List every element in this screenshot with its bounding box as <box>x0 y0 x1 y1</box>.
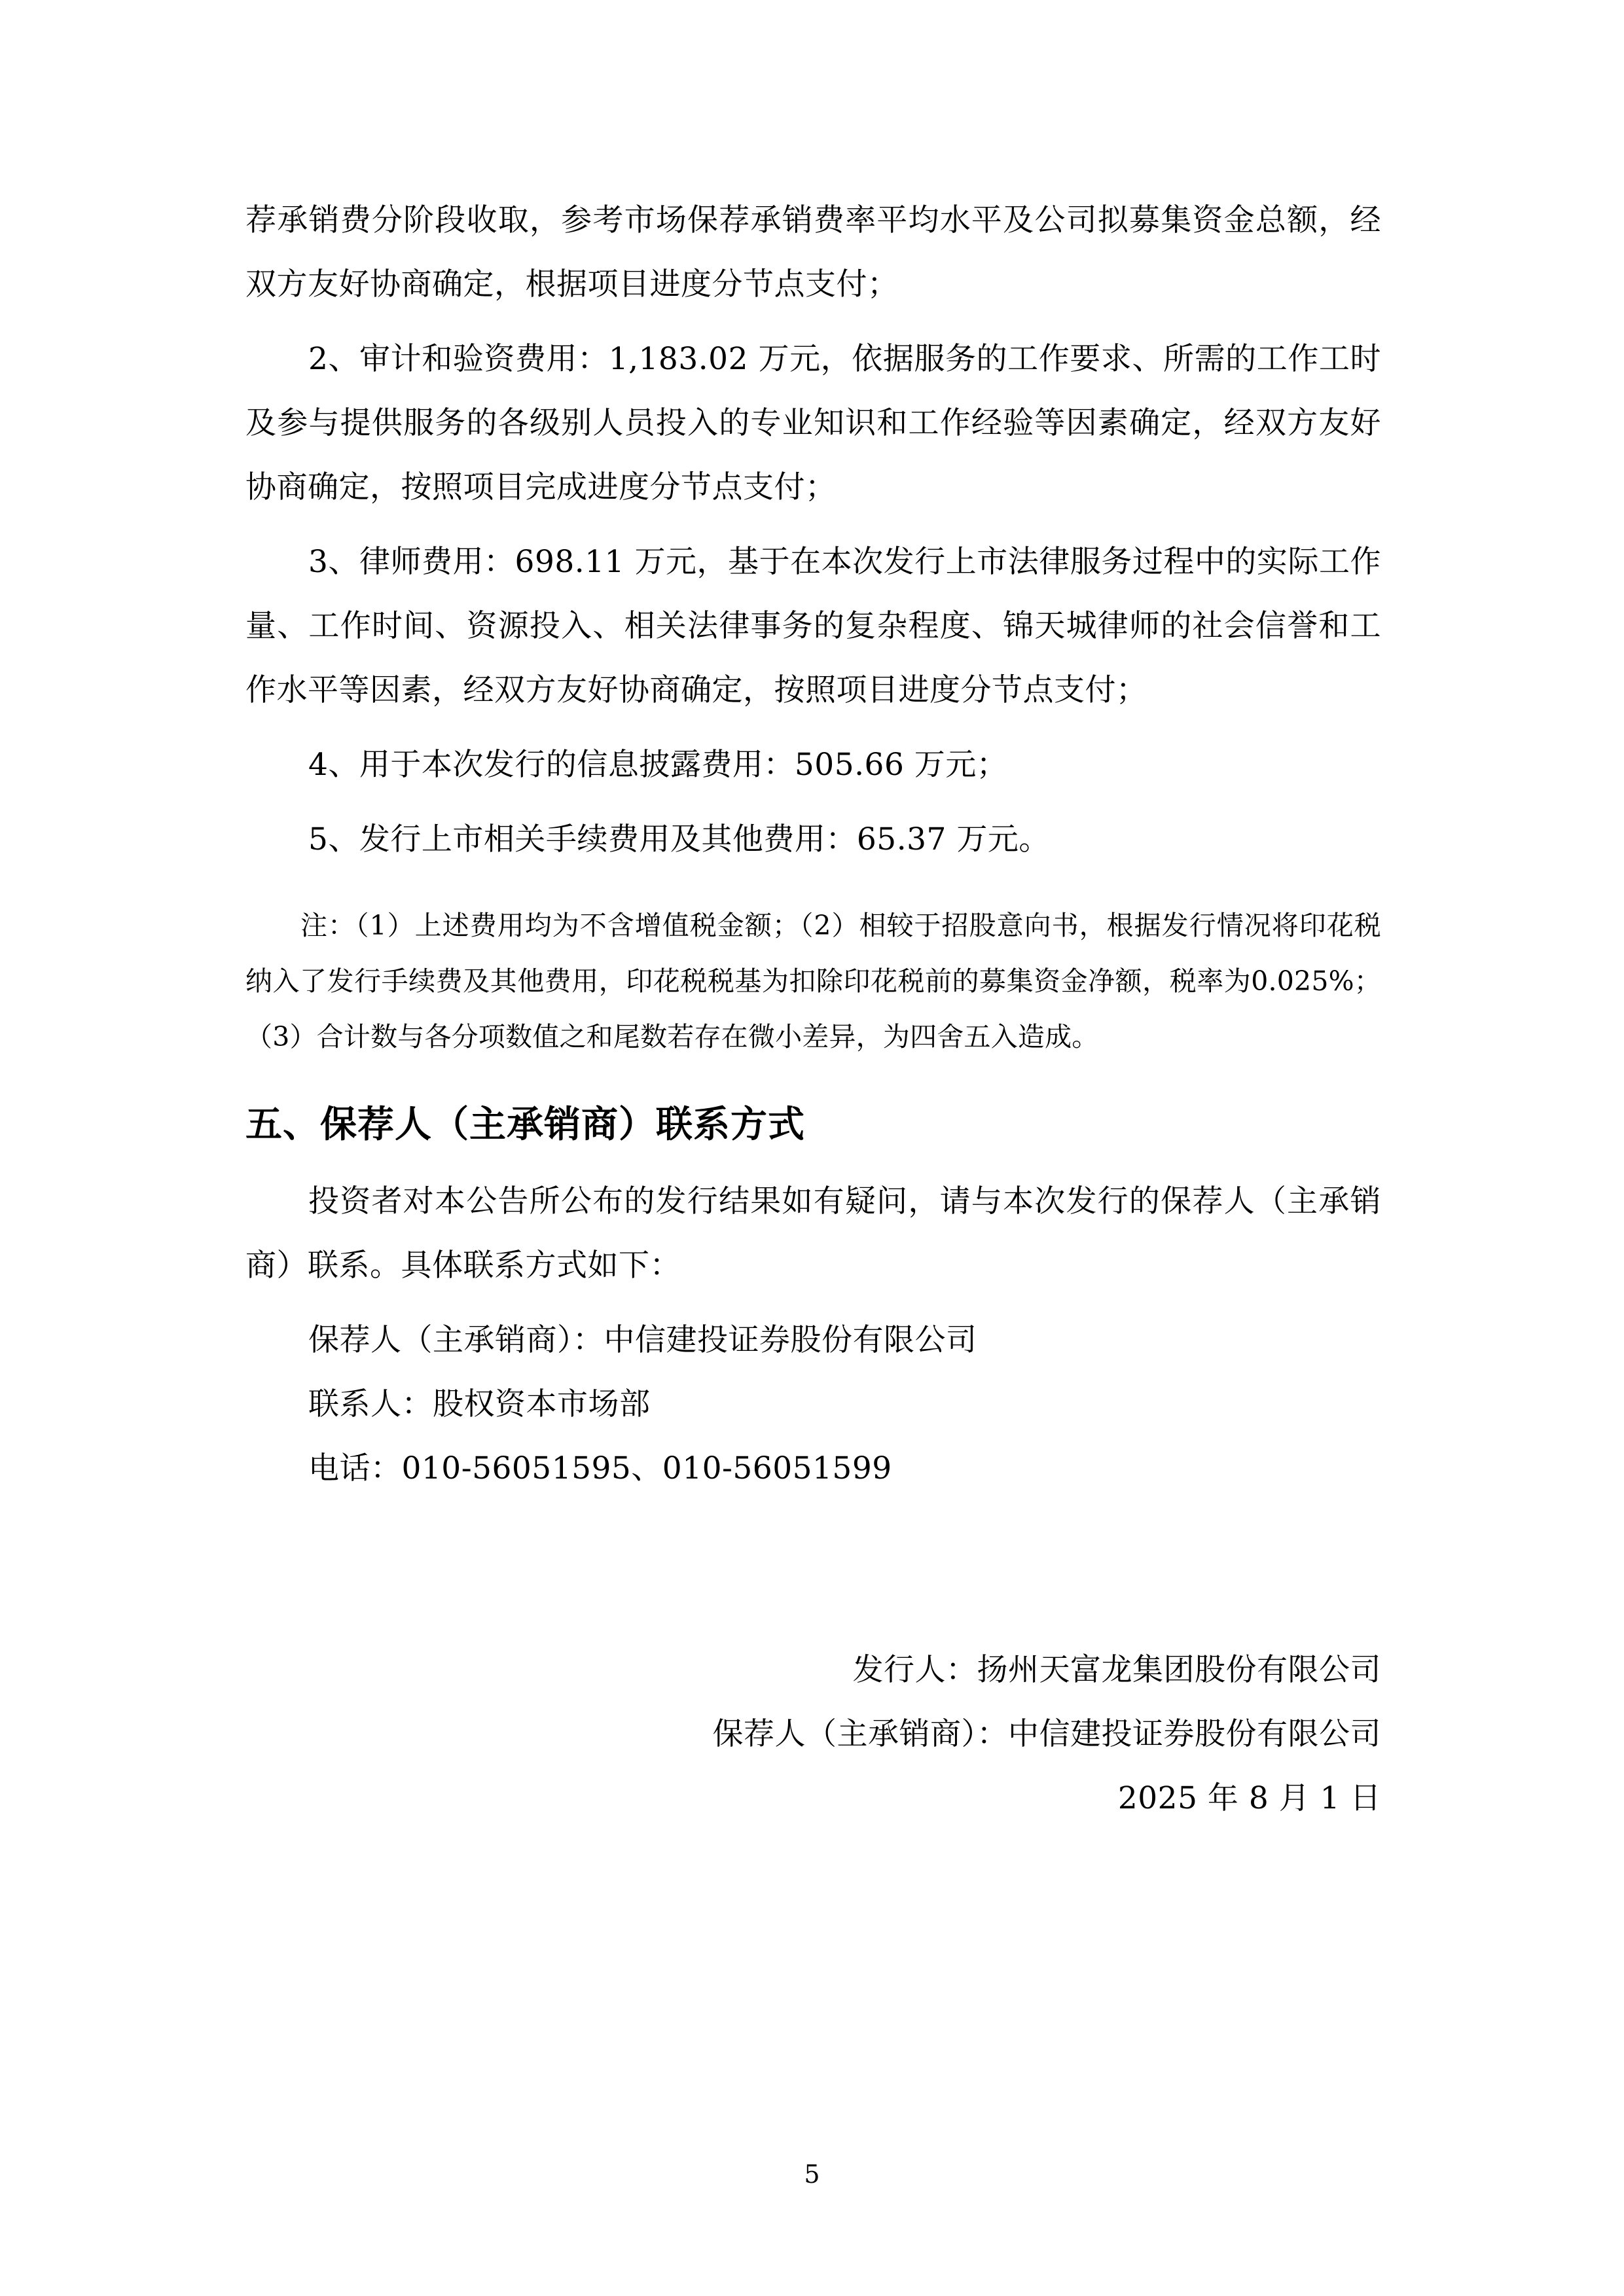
fee-item-5: 5、发行上市相关手续费用及其他费用：65.37 万元。 <box>308 821 1050 857</box>
section-intro-paragraph: 投资者对本公告所公布的发行结果如有疑问，请与本次发行的保荐人（主承销商）联系。具体联系方式如下： <box>245 1183 1381 1283</box>
fee-item-4: 4、用于本次发行的信息披露费用：505.66 万元； <box>308 747 1008 783</box>
note-gap <box>245 872 1381 898</box>
signature-sponsor: 保荐人（主承销商）：中信建投证券股份有限公司 <box>712 1716 1381 1752</box>
paragraph-gap <box>245 520 1381 530</box>
signature-issuer: 发行人：扬州天富龙集团股份有限公司 <box>852 1652 1381 1688</box>
top-margin-spacer <box>245 0 1381 188</box>
section-heading-contact: 五、保荐人（主承销商）联系方式 <box>245 1103 805 1146</box>
paragraph-gap <box>245 723 1381 733</box>
page-content <box>245 0 1381 1831</box>
paragraph-gap <box>245 797 1381 808</box>
paragraph-gap <box>245 317 1381 327</box>
heading-gap <box>245 1065 1381 1091</box>
note-paragraph: 注：（1）上述费用均为不含增值税金额；（2）相较于招股意向书，根据发行情况将印花税纳入了发行手续费及其他费用，印花税税基为扣除印花税前的募集资金净额，税率为0.025%；（3）合计数与各分项数值之和尾数若存在微小差异，为四舍五入造成。 <box>245 910 1381 1052</box>
fee-item-2: 2、审计和验资费用：1,183.02 万元，依据服务的工作要求、所需的工作工时及参与提供服务的各级别人员投入的专业知识和工作经验等因素确定，经双方友好协商确定，按照项目完成进度分节点支付； <box>245 341 1381 505</box>
signature-date: 2025 年 8 月 1 日 <box>1117 1780 1381 1816</box>
continuation-paragraph: 荐承销费分阶段收取，参考市场保荐承销费率平均水平及公司拟募集资金总额，经双方友好协商确定，根据项目进度分节点支付； <box>245 202 1381 302</box>
contact-person: 联系人：股权资本市场部 <box>308 1386 651 1422</box>
heading-bottom-gap <box>245 1159 1381 1170</box>
contact-phone: 电话：010-56051595、010-56051599 <box>308 1450 892 1486</box>
signature-gap <box>245 1501 1381 1638</box>
contacts-gap <box>245 1298 1381 1308</box>
page-number: 5 <box>804 2160 820 2189</box>
contact-sponsor: 保荐人（主承销商）：中信建投证券股份有限公司 <box>308 1322 977 1358</box>
fee-item-3: 3、律师费用：698.11 万元，基于在本次发行上市法律服务过程中的实际工作量、工作时间、资源投入、相关法律事务的复杂程度、锦天城律师的社会信誉和工作水平等因素，经双方友好协商确定，按照项目进度分节点支付； <box>245 544 1381 708</box>
